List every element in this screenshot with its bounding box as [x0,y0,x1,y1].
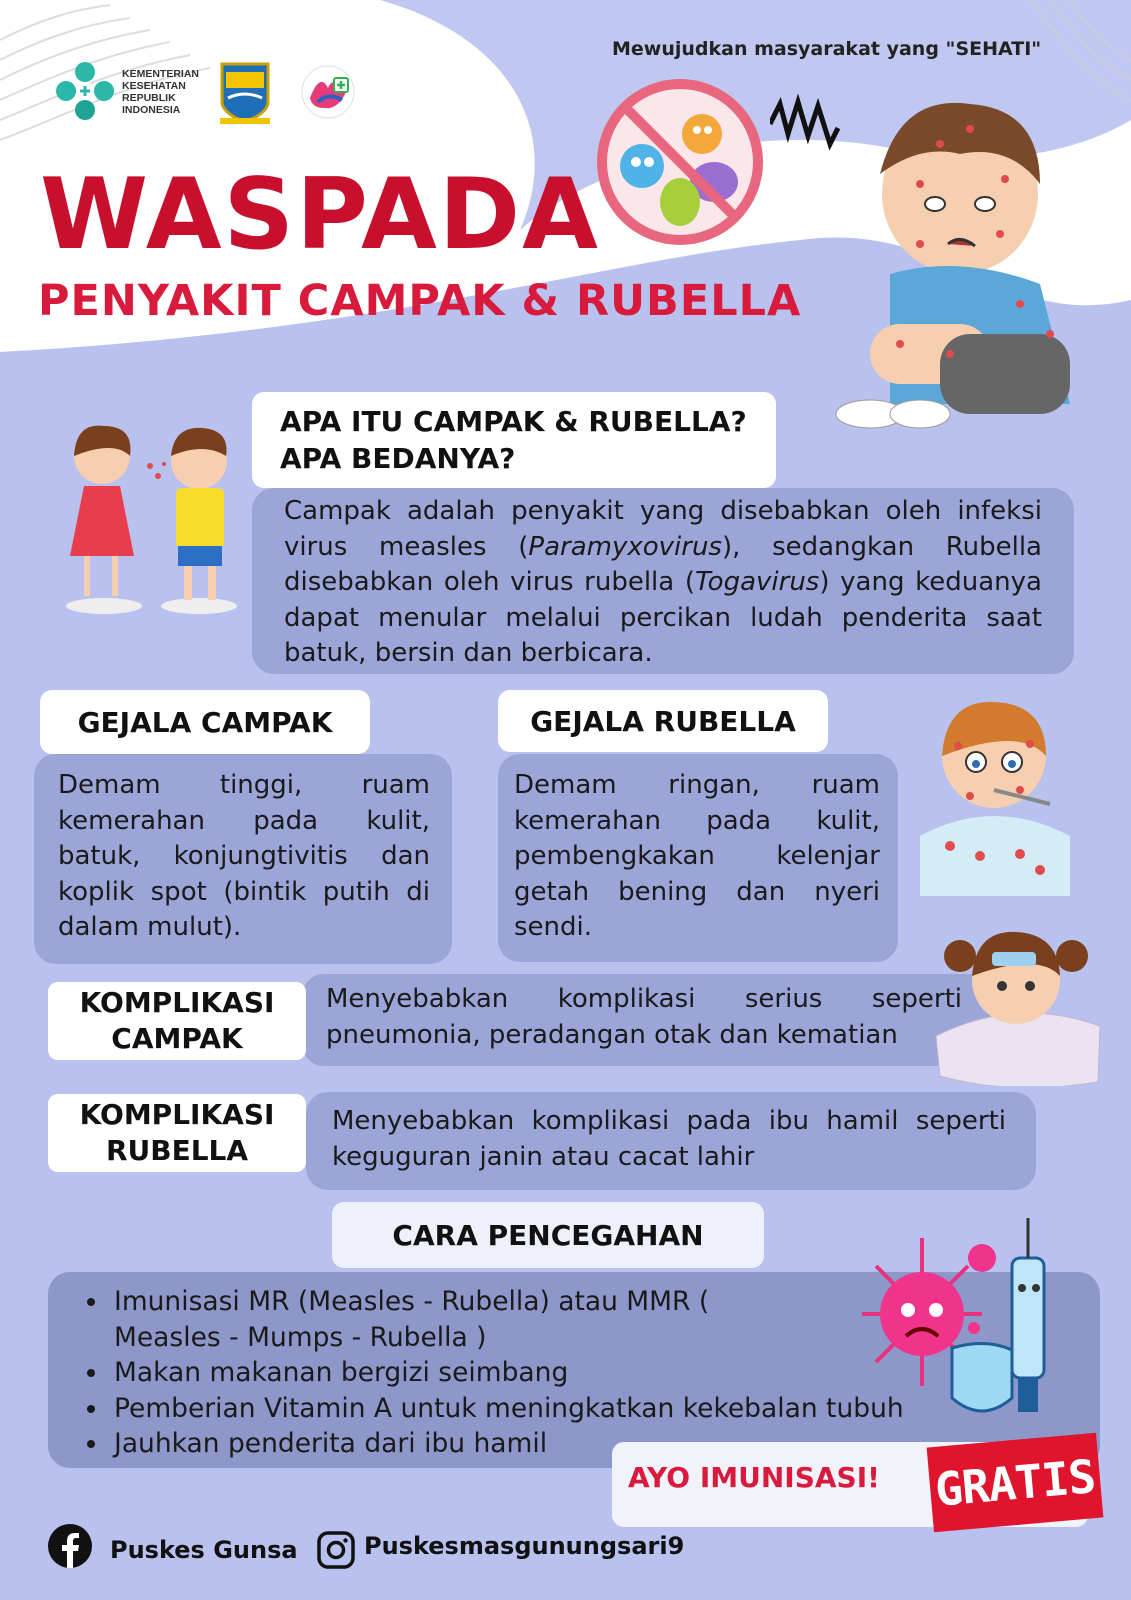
komplikasi-campak-card: Menyebabkan komplikasi serius seperti pneumonia, peradangan otak dan kematian [302,974,992,1066]
instagram-icon[interactable] [316,1530,356,1570]
komplikasi-rubella-card: Menyebabkan komplikasi pada ibu hamil seperti keguguran janin atau cacat lahir [306,1092,1036,1190]
sick-girl-bed-illustration [930,916,1102,1086]
gejala-campak-label: GEJALA CAMPAK [40,690,370,754]
gejala-rubella-label: GEJALA RUBELLA [498,690,828,752]
puskesmas-logo [298,62,358,124]
gejala-rubella-card: Demam ringan, ruam kemerahan pada kulit, pembengkakan kelenjar getah bening dan nyeri sendi. [498,754,898,962]
definition-card: Campak adalah penyakit yang disebabkan oleh infeksi virus measles (Paramyxovirus), sedangkan Rubella disebabkan oleh virus rubella (Togavirus) yang keduanya dapat menular melalui percikan ludah penderita saat batuk, bersin dan berbicara. [252,488,1074,674]
kemenkes-logo-text: KEMENTERIAN KESEHATAN REPUBLIK INDONESIA [122,68,200,116]
cta-text: AYO IMUNISASI! [628,1461,880,1494]
list-item: • Jauhkan penderita dari ibu hamil [110,1426,1100,1462]
kemenkes-logo [54,60,116,122]
list-item: • Pemberian Vitamin A untuk meningkatkan kekebalan tubuh [110,1391,1100,1427]
list-item: • Makan makanan bergizi seimbang [110,1355,1100,1391]
facebook-icon[interactable] [48,1524,92,1568]
sneezing-kids-illustration [54,416,259,616]
gejala-campak-card: Demam tinggi, ruam kemerahan pada kulit, batuk, konjungtivitis dan koplik spot (bintik putih di dalam mulut). [34,754,452,964]
page-title: WASPADA [40,158,600,272]
tagline: Mewujudkan masyarakat yang "SEHATI" [612,38,1042,60]
pencegahan-label: CARA PENCEGAHAN [332,1202,764,1268]
virus-prohibited-icon [592,74,768,250]
page-subtitle: PENYAKIT CAMPAK & RUBELLA [38,276,802,326]
facebook-handle[interactable]: Puskes Gunsa [110,1536,298,1564]
instagram-handle[interactable]: Puskesmasgunungsari9 [364,1532,685,1560]
komplikasi-campak-label: KOMPLIKASI CAMPAK [48,982,306,1060]
list-item: • Imunisasi MR (Measles - Rubella) atau MMR ( Measles - Mumps - Rubella ) [110,1284,724,1355]
sick-child-thermometer-illustration [910,686,1078,896]
what-is-label: APA ITU CAMPAK & RUBELLA? APA BEDANYA? [252,392,776,488]
gratis-badge: GRATIS [927,1433,1104,1532]
virus-vaccine-illustration [862,1218,1082,1426]
komplikasi-rubella-label: KOMPLIKASI RUBELLA [48,1094,306,1172]
sick-boy-illustration [770,84,1090,444]
regional-emblem-logo [220,62,270,126]
